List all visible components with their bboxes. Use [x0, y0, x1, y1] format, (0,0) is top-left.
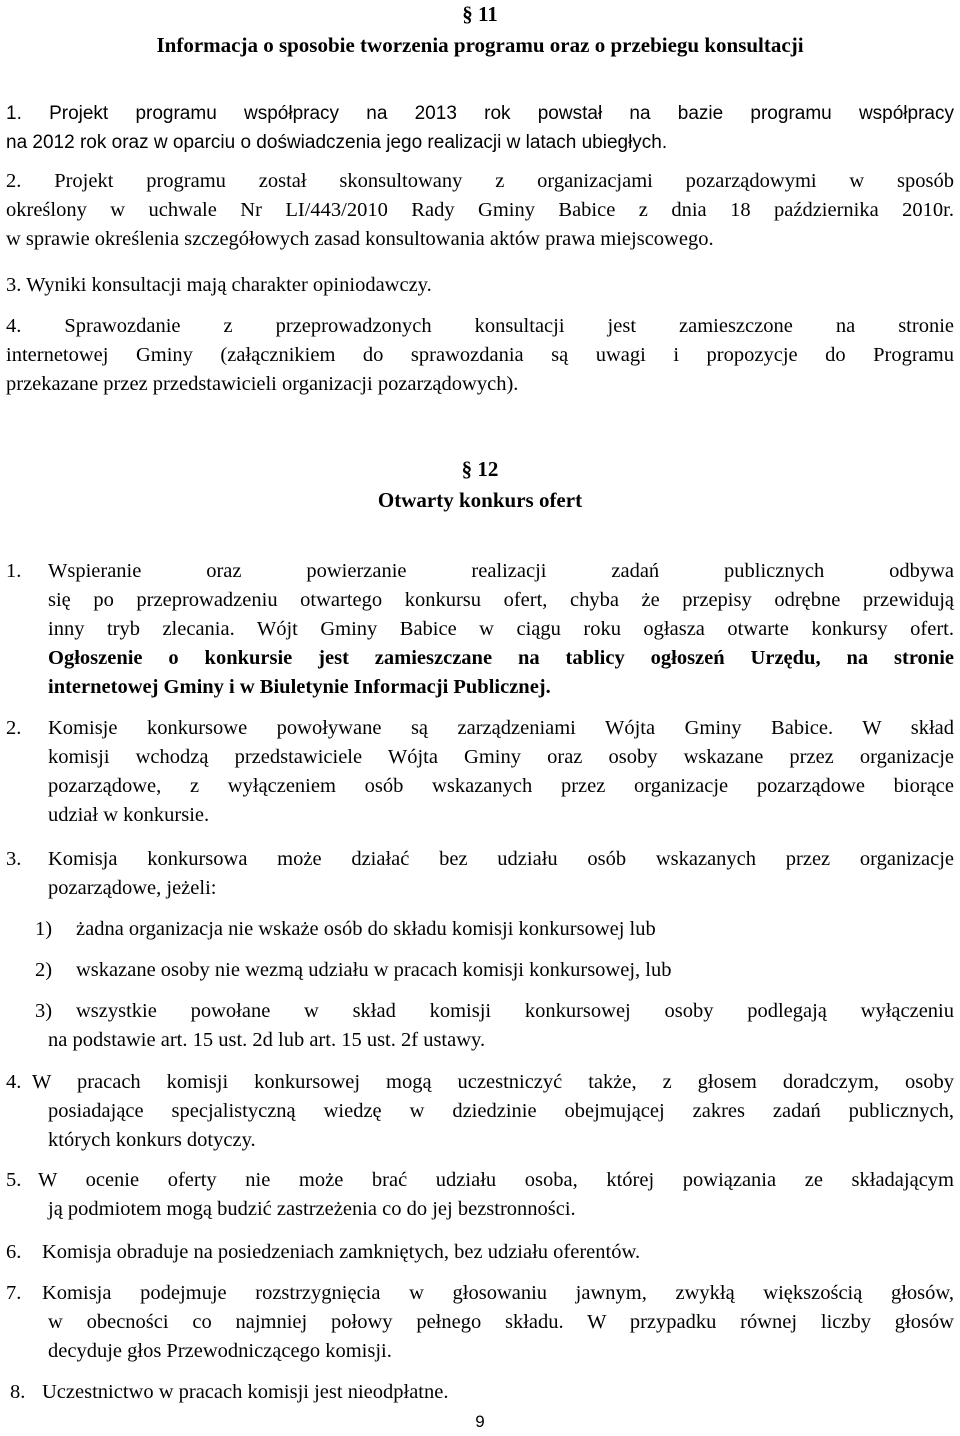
paragraph-line-bold: internetowej Gminy i w Biuletynie Informacji Publicznej.	[48, 676, 551, 698]
subitem-1-text	[76, 915, 954, 944]
item-4-text-rest	[48, 1097, 954, 1155]
item-2-text	[48, 714, 954, 830]
paragraph-line-bold: Ogłoszenie o konkursie jest zamieszczane na tablicy ogłoszeń Urzędu, na stronie	[48, 647, 954, 669]
item-7-number: 7.	[6, 1282, 22, 1304]
item-4-text-first	[32, 1068, 954, 1097]
paragraph-line: decyduje głos Przewodniczącego komisji.	[48, 1340, 392, 1362]
paragraph-line: określony w uchwale Nr LI/443/2010 Rady Gminy Babice z dnia 18 października 2010r.	[6, 199, 954, 221]
item-7-text-first	[42, 1279, 954, 1308]
paragraph-line: Komisja obraduje na posiedzeniach zamkniętych, bez udziału oferentów.	[42, 1241, 641, 1263]
paragraph-line: pozarządowe, z wyłączeniem osób wskazanych przez organizacje pozarządowe biorące	[48, 775, 954, 797]
paragraph-line: Wspieranie oraz powierzanie realizacji zadań publicznych odbywa	[48, 560, 954, 582]
paragraph-line: w sprawie określenia szczegółowych zasad konsultowania aktów prawa miejscowego.	[6, 228, 714, 250]
section-11-title: Informacja o sposobie tworzenia programu oraz o przebiegu konsultacji	[156, 33, 804, 57]
paragraph-line: się po przeprowadzeniu otwartego konkursu ofert, chyba że przepisy odrębne przewidują	[48, 589, 954, 611]
item-3-number: 3.	[6, 848, 22, 870]
section-11-symbol: § 11	[462, 2, 498, 26]
paragraph-line: 4. Sprawozdanie z przeprowadzonych konsultacji jest zamieszczone na stronie	[6, 315, 954, 337]
item-5-number: 5.	[6, 1169, 22, 1191]
paragraph-line: na 2012 rok oraz w oparciu o doświadczenia jego realizacji w latach ubiegłych.	[6, 132, 668, 153]
section-12-symbol: § 12	[461, 457, 499, 481]
subitem-3-number: 3)	[35, 1000, 53, 1022]
item-7-text-rest	[48, 1308, 954, 1366]
item-5-text-rest	[48, 1195, 954, 1224]
item-4-number: 4.	[6, 1071, 22, 1093]
paragraph-line: komisji wchodzą przedstawiciele Wójta Gminy oraz osoby wskazane przez organizacje	[48, 746, 954, 768]
paragraph-line: żadna organizacja nie wskaże osób do składu komisji konkursowej lub	[76, 918, 656, 940]
section-12-title: Otwarty konkurs ofert	[377, 488, 583, 512]
subitem-1-number: 1)	[35, 918, 53, 940]
item-6-text	[42, 1238, 954, 1267]
paragraph-line: na podstawie art. 15 ust. 2d lub art. 15 ust. 2f ustawy.	[48, 1029, 486, 1051]
item-2-number: 2.	[6, 717, 22, 739]
item-6-number: 6.	[6, 1241, 22, 1263]
paragraph-line: wskazane osoby nie wezmą udziału w pracach komisji konkursowej, lub	[76, 959, 672, 981]
subitem-2-text	[76, 956, 954, 985]
subitem-2-number: 2)	[35, 959, 53, 981]
paragraph-line: ją podmiotem mogą budzić zastrzeżenia co do jej bezstronności.	[48, 1198, 576, 1220]
paragraph-line: W ocenie oferty nie może brać udziału osoba, której powiązania ze składającym	[38, 1169, 954, 1191]
item-1-number: 1.	[6, 560, 22, 582]
item-5-text-first	[38, 1166, 954, 1195]
item-1-text	[48, 557, 954, 702]
subitem-3-text	[76, 997, 954, 1026]
section-11-paragraph-4	[6, 312, 954, 399]
paragraph-line: w obecności co najmniej połowy pełnego składu. W przypadku równej liczby głosów	[48, 1311, 954, 1333]
section-11-paragraph-1	[6, 99, 954, 157]
paragraph-line: 3. Wyniki konsultacji mają charakter opiniodawczy.	[6, 274, 432, 296]
paragraph-line: pozarządowe, jeżeli:	[48, 877, 217, 899]
item-3-text	[48, 845, 954, 903]
paragraph-line: internetowej Gminy (załącznikiem do sprawozdania są uwagi i propozycje do Programu	[6, 344, 954, 366]
paragraph-line: posiadające specjalistyczną wiedzę w dziedzinie obejmującej zakres zadań publicznych,	[48, 1100, 954, 1122]
paragraph-line: Uczestnictwo w pracach komisji jest nieodpłatne.	[42, 1381, 449, 1403]
section-11-paragraph-2	[6, 167, 954, 254]
subitem-3-continuation	[48, 1026, 954, 1055]
item-8-number: 8.	[10, 1381, 26, 1403]
paragraph-line: udział w konkursie.	[48, 804, 210, 826]
paragraph-line: wszystkie powołane w skład komisji konkursowej osoby podlegają wyłączeniu	[76, 1000, 954, 1022]
section-11-paragraph-3	[6, 271, 954, 300]
paragraph-line: których konkurs dotyczy.	[48, 1129, 256, 1151]
paragraph-line: Komisja podejmuje rozstrzygnięcia w głosowaniu jawnym, zwykłą większością głosów,	[42, 1282, 954, 1304]
paragraph-line: 1. Projekt programu współpracy na 2013 rok powstał na bazie programu współpracy	[6, 103, 954, 124]
page-number: 9	[475, 1412, 485, 1431]
paragraph-line: inny tryb zlecania. Wójt Gminy Babice w ciągu roku ogłasza otwarte konkursy ofert.	[48, 618, 954, 640]
paragraph-line: przekazane przez przedstawicieli organizacji pozarządowych).	[6, 373, 519, 395]
paragraph-line: W pracach komisji konkursowej mogą uczestniczyć także, z głosem doradczym, osoby	[32, 1071, 954, 1093]
item-8-text	[42, 1378, 954, 1407]
paragraph-line: Komisja konkursowa może działać bez udziału osób wskazanych przez organizacje	[48, 848, 954, 870]
paragraph-line: 2. Projekt programu został skonsultowany z organizacjami pozarządowymi w sposób	[6, 170, 954, 192]
paragraph-line: Komisje konkursowe powoływane są zarządzeniami Wójta Gminy Babice. W skład	[48, 717, 954, 739]
